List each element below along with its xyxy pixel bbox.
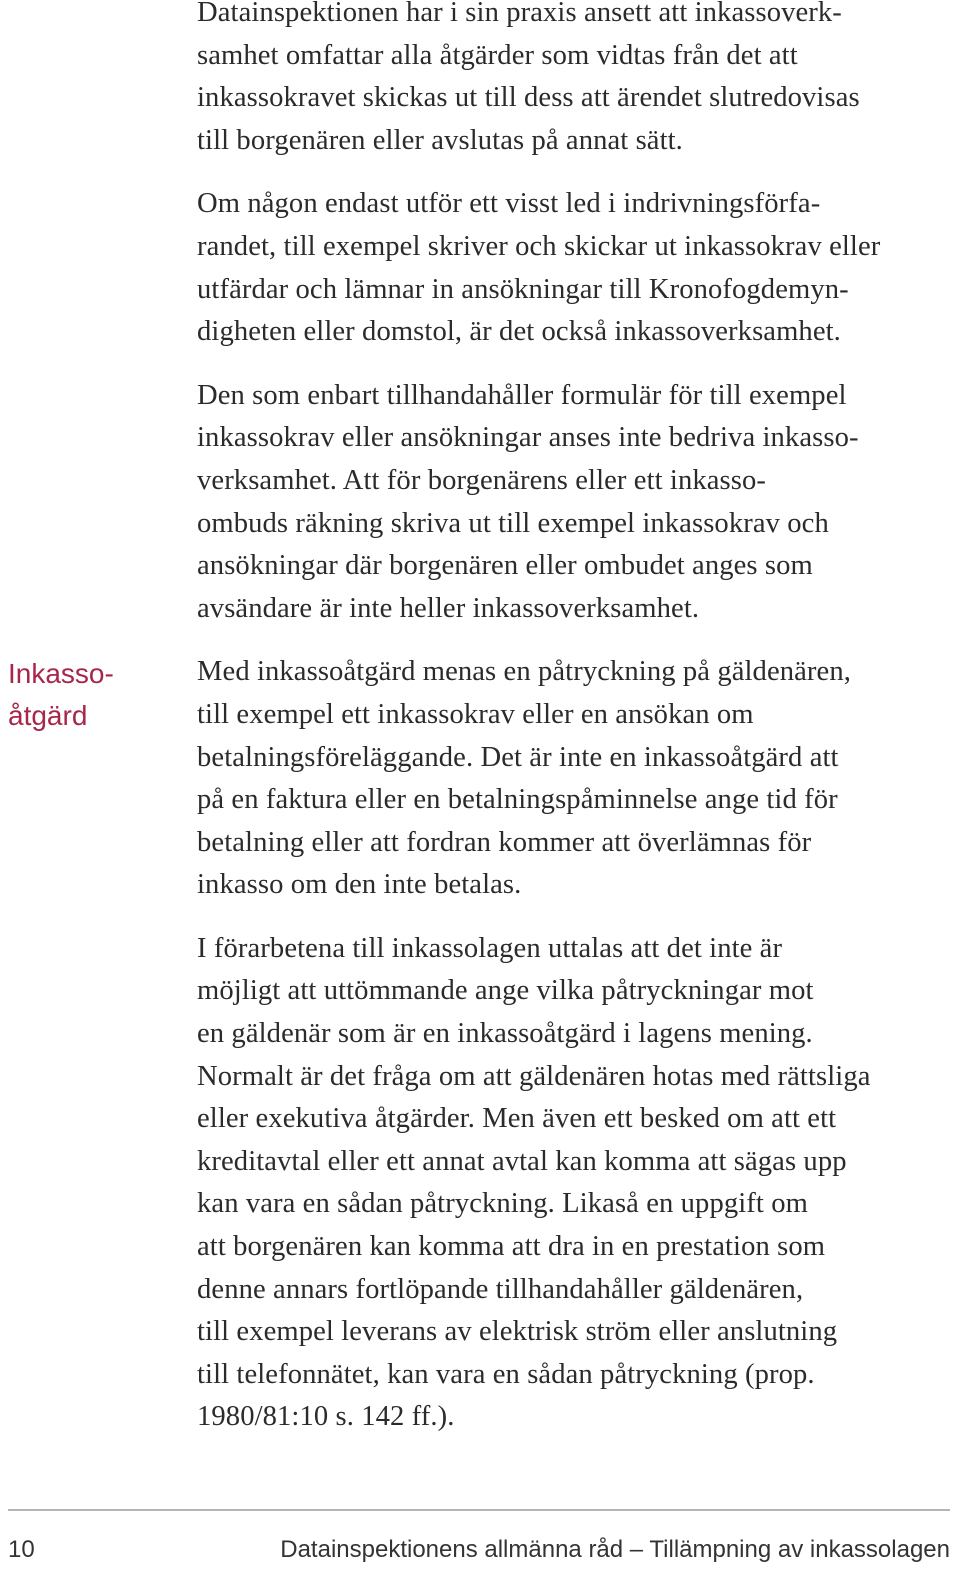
page-footer xyxy=(8,1532,950,1568)
paragraph-2 xyxy=(197,183,955,353)
text-line: randet, till exempel skriver och skickar ut inkassokrav eller xyxy=(197,230,881,262)
text-line: I förarbetena till inkassolagen uttalas att det inte är xyxy=(197,932,783,964)
text-line: till telefonnätet, kan vara en sådan påtryckning (prop. xyxy=(197,1358,815,1390)
body-text xyxy=(197,0,955,1460)
text-line: eller exekutiva åtgärder. Men även ett besked om att ett xyxy=(197,1103,837,1135)
text-line: 1980/81:10 s. 142 ff.). xyxy=(197,1401,455,1433)
text-line: inkasso om den inte betalas. xyxy=(197,869,522,901)
text-line: digheten eller domstol, är det också inkassoverksamhet. xyxy=(197,316,841,348)
text-line: inkassokrav eller ansökningar anses inte bedriva inkasso- xyxy=(197,422,859,454)
text-line: avsändare är inte heller inkassoverksamhet. xyxy=(197,592,700,624)
paragraph-5 xyxy=(197,928,955,1439)
text-line: att borgenären kan komma att dra in en prestation som xyxy=(197,1231,826,1263)
text-line: till exempel ett inkassokrav eller en ansökan om xyxy=(197,698,754,730)
text-line: en gäldenär som är en inkassoåtgärd i lagens mening. xyxy=(197,1018,813,1050)
text-line: möjligt att uttömmande ange vilka påtryckningar mot xyxy=(197,975,814,1007)
paragraph-3 xyxy=(197,375,955,631)
margin-heading-line: Inkasso- xyxy=(8,658,114,689)
text-line: verksamhet. Att för borgenärens eller ett inkasso- xyxy=(197,464,767,496)
text-line: Normalt är det fråga om att gäldenären hotas med rättsliga xyxy=(197,1060,871,1092)
text-line: ombuds räkning skriva ut till exempel inkassokrav och xyxy=(197,507,829,539)
text-line: inkassokravet skickas ut till dess att ärendet slutredovisas xyxy=(197,82,860,114)
text-line: betalningsföreläggande. Det är inte en inkassoåtgärd att xyxy=(197,741,839,773)
margin-heading xyxy=(8,653,158,737)
text-line: Om någon endast utför ett visst led i indrivningsförfa- xyxy=(197,188,821,220)
text-line: kreditavtal eller ett annat avtal kan komma att sägas upp xyxy=(197,1145,847,1177)
text-line: denne annars fortlöpande tillhandahåller gäldenären, xyxy=(197,1273,804,1305)
margin-heading-line: åtgärd xyxy=(8,700,88,731)
paragraph-4 xyxy=(197,651,955,907)
text-line: på en faktura eller en betalningspåminnelse ange tid för xyxy=(197,784,838,816)
footer-divider xyxy=(8,1509,950,1511)
text-line: till exempel leverans av elektrisk ström eller anslutning xyxy=(197,1316,838,1348)
text-line: betalning eller att fordran kommer att överlämnas för xyxy=(197,826,812,858)
text-line: utfärdar och lämnar in ansökningar till Kronofogdemyn- xyxy=(197,273,849,305)
text-line: Med inkassoåtgärd menas en påtryckning på gäldenären, xyxy=(197,656,851,688)
text-line: till borgenären eller avslutas på annat sätt. xyxy=(197,124,683,156)
paragraph-1 xyxy=(197,0,955,162)
text-line: ansökningar där borgenären eller ombudet anges som xyxy=(197,550,813,582)
text-line: Datainspektionen har i sin praxis ansett att inkassoverk- xyxy=(197,0,842,28)
page-number: 10 xyxy=(8,1536,35,1563)
text-line: samhet omfattar alla åtgärder som vidtas från det att xyxy=(197,39,798,71)
text-line: kan vara en sådan påtryckning. Likaså en uppgift om xyxy=(197,1188,808,1220)
running-title: Datainspektionens allmänna råd – Tillämpning av inkassolagen xyxy=(280,1536,950,1563)
text-line: Den som enbart tillhandahåller formulär för till exempel xyxy=(197,379,847,411)
